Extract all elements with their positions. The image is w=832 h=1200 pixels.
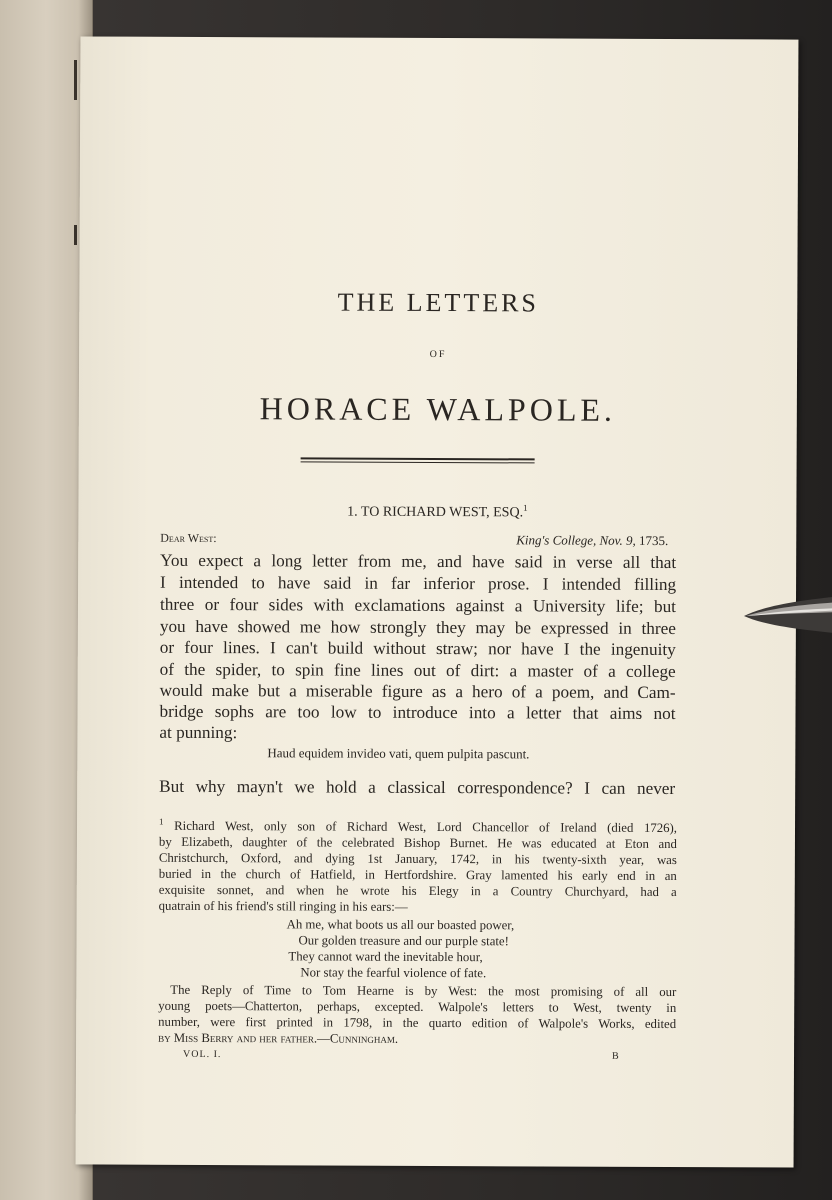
body-line: or four lines. I can't build without straw; nor have I the ingenuity [159,637,676,660]
body-line: would make but a miserable figure as a hero of a poem, and Cam- [159,680,676,703]
body-line: You expect a long letter from me, and have said in verse all that [160,550,677,573]
letter-heading-text: 1. TO RICHARD WEST, ESQ. [347,504,524,521]
poem-line: Nor stay the fearful violence of fate. [300,965,487,981]
body-line: you have showed me how strongly they may be expressed in three [159,616,676,639]
binding-thread [74,225,77,245]
footnote-mark: 1 [159,816,164,827]
poem-line: They cannot ward the inevitable hour, [288,949,483,965]
poem-line: Ah me, what boots us all our boasted power, [286,917,515,933]
signature-mark: B [611,1050,619,1062]
body-line: at punning: [159,722,238,743]
footnote-line: buried in the church of Hatfield, in Hertfordshire. Gray lamented his early end in an [158,866,677,884]
footnote-line [159,816,678,836]
footnote-line: by Elizabeth, daughter of the celebrated Bishop Burnet. He was educated at Eton and [158,834,677,852]
letter-heading [78,503,796,522]
binding-thread [74,60,77,100]
footnote-line: young poets—Chatterton, perhaps, excepted. Walpole's letters to West, twenty in [158,998,677,1016]
footnote-line-text: Richard West, only son of Richard West, Lord Chancellor of Ireland (died 1726), [174,818,678,836]
dateline-place: King's College, Nov. 9, [516,532,636,548]
body-line: I intended to have said in far inferior prose. I intended filling [160,572,677,595]
footnote-line: The Reply of Time to Tom Hearne is by West: the most promising of all our [170,982,677,1000]
dateline [516,532,668,549]
footnote-line: exquisite sonnet, and when he wrote his Elegy in a Country Churchyard, had a [158,882,677,900]
dateline-year: 1735. [638,532,669,549]
title-line-1: THE LETTERS [337,287,539,318]
footnote-line: by Miss Berry and her father.—Cunningham. [158,1030,399,1046]
footnote-line: number, were first printed in 1798, in the quarto edition of Walpole's Works, edited [158,1014,677,1032]
continuation-line: But why mayn't we hold a classical correspondence? I can never [159,776,676,799]
salutation: Dear West: [160,530,217,546]
footnote-line: Christchurch, Oxford, and dying 1st January, 1742, in his twenty-sixth year, was [158,850,677,868]
footnote-line: quatrain of his friend's still ringing in his ears:— [158,898,408,914]
metal-pointer-tip [744,594,832,638]
footnote-reference: 1 [523,502,528,513]
latin-quotation: Haud equidem invideo vati, quem pulpita pascunt. [267,745,530,762]
body-line: bridge sophs are too low to introduce into a letter that aims not [159,701,676,724]
title-rule-thin [301,461,535,463]
poem-line: Our golden treasure and our purple state! [298,933,509,949]
volume-mark: VOL. I. [182,1048,222,1061]
book-page [76,36,799,1167]
title-rule-thick [301,457,535,460]
title-connector: OF [429,348,447,361]
title-line-2: HORACE WALPOLE. [259,390,617,428]
body-line: of the spider, to spin fine lines out of dirt: a master of a college [159,659,676,682]
body-line: three or four sides with exclamations against a University life; but [159,594,677,617]
